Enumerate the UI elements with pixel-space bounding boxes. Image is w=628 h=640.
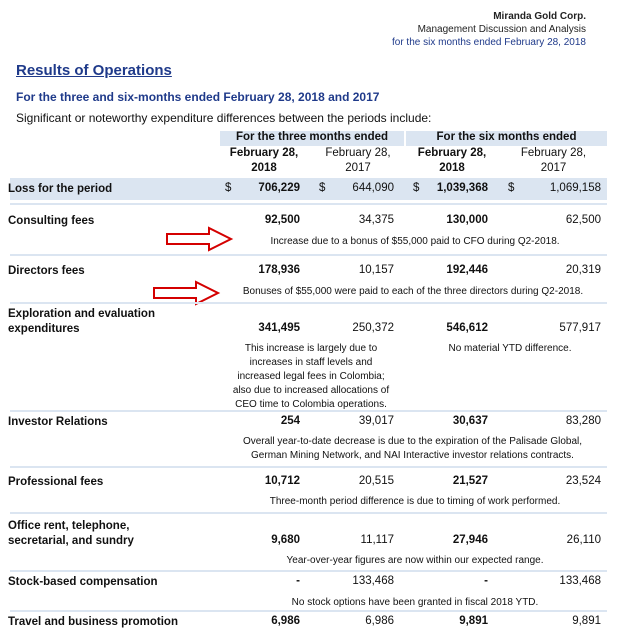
professional-q2018: 10,712 bbox=[264, 475, 300, 487]
col-q2018-header: February 28, 2018 bbox=[229, 147, 299, 174]
travel-y2018: 9,891 bbox=[459, 615, 488, 627]
stock-y2018: - bbox=[484, 575, 488, 587]
divider bbox=[10, 466, 607, 468]
exploration-note-ytd: No material YTD difference. bbox=[448, 343, 572, 354]
document-header bbox=[392, 10, 586, 49]
travel-q2018: 6,986 bbox=[271, 615, 300, 627]
travel-label: Travel and business promotion bbox=[8, 616, 178, 628]
consulting-label: Consulting fees bbox=[8, 215, 95, 227]
stock-y2017: 133,468 bbox=[559, 575, 601, 587]
directors-y2018: 192,446 bbox=[446, 264, 488, 276]
consulting-y2018: 130,000 bbox=[446, 214, 488, 226]
stock-label: Stock-based compensation bbox=[8, 576, 158, 588]
travel-y2017: 9,891 bbox=[572, 615, 601, 627]
consulting-y2017: 62,500 bbox=[565, 214, 601, 226]
col-y2017-header: February 28, 2017 bbox=[520, 147, 587, 174]
directors-y2017: 20,319 bbox=[565, 264, 601, 276]
exploration-y2018: 546,612 bbox=[446, 322, 488, 334]
loss-q2017: 644,090 bbox=[352, 182, 394, 194]
consulting-q2018: 92,500 bbox=[264, 214, 300, 226]
divider bbox=[10, 570, 607, 572]
stock-q2018: - bbox=[296, 575, 300, 587]
investor-y2018: 30,637 bbox=[452, 415, 488, 427]
divider bbox=[10, 410, 607, 412]
stock-q2017: 133,468 bbox=[352, 575, 394, 587]
divider bbox=[10, 512, 607, 514]
office-y2017: 26,110 bbox=[566, 534, 601, 546]
document-period: for the six months ended February 28, 2018 bbox=[391, 37, 586, 48]
six-months-header: For the six months ended bbox=[406, 131, 607, 146]
col-y2018-header: February 28, 2018 bbox=[417, 147, 487, 174]
professional-note: Three-month period difference is due to timing of work performed. bbox=[269, 496, 561, 507]
investor-q2018: 254 bbox=[280, 415, 300, 427]
red-arrow-icon bbox=[165, 226, 235, 252]
divider bbox=[10, 203, 607, 205]
professional-y2018: 21,527 bbox=[452, 475, 488, 487]
office-y2018: 27,946 bbox=[452, 534, 488, 546]
currency-symbol: $ bbox=[319, 182, 326, 194]
intro-text: Significant or noteworthy expenditure differences between the periods include: bbox=[16, 111, 432, 125]
office-q2017: 11,117 bbox=[360, 534, 394, 546]
col-q2017-header: February 28, 2017 bbox=[325, 147, 391, 174]
divider bbox=[10, 254, 607, 256]
directors-label: Directors fees bbox=[8, 265, 85, 277]
currency-symbol: $ bbox=[508, 182, 515, 194]
exploration-note-quarter: This increase is largely due to increases in staff levels and increased legal fees in Colombia; also due to increased allocations of CEO time to Colombia operations. bbox=[232, 343, 390, 410]
loss-label: Loss for the period bbox=[8, 183, 113, 195]
office-label: Office rent, telephone, secretarial, and sundry bbox=[8, 520, 134, 547]
exploration-y2017: 577,917 bbox=[559, 322, 601, 334]
loss-q2018: 706,229 bbox=[258, 182, 300, 194]
exploration-q2018: 341,495 bbox=[258, 322, 300, 334]
investor-note: Overall year-to-date decrease is due to the expiration of the Palisade Global, German Mining Network, and NAI Interactive investor relations contracts. bbox=[242, 436, 583, 461]
professional-label: Professional fees bbox=[8, 476, 104, 488]
investor-q2017: 39,017 bbox=[358, 415, 394, 427]
directors-q2017: 10,157 bbox=[358, 264, 394, 276]
exploration-q2017: 250,372 bbox=[352, 322, 394, 334]
professional-y2017: 23,524 bbox=[565, 475, 601, 487]
directors-note: Bonuses of $55,000 were paid to each of the three directors during Q2-2018. bbox=[242, 286, 584, 297]
three-months-header: For the three months ended bbox=[220, 131, 404, 146]
stock-note: No stock options have been granted in fiscal 2018 YTD. bbox=[291, 597, 539, 608]
divider bbox=[10, 302, 607, 304]
divider bbox=[10, 610, 607, 612]
loss-y2017: 1,069,158 bbox=[549, 182, 601, 194]
currency-symbol: $ bbox=[225, 182, 232, 194]
office-note: Year-over-year figures are now within our expected range. bbox=[286, 555, 544, 566]
company-name: Miranda Gold Corp. bbox=[493, 11, 586, 22]
directors-q2018: 178,936 bbox=[258, 264, 300, 276]
document-type: Management Discussion and Analysis bbox=[417, 24, 586, 35]
consulting-note: Increase due to a bonus of $55,000 paid to CFO during Q2-2018. bbox=[270, 236, 560, 247]
section-subtitle: For the three and six-months ended February 28, 2018 and 2017 bbox=[16, 90, 380, 104]
currency-symbol: $ bbox=[413, 182, 420, 194]
investor-y2017: 83,280 bbox=[565, 415, 601, 427]
travel-q2017: 6,986 bbox=[365, 615, 394, 627]
professional-q2017: 20,515 bbox=[358, 475, 394, 487]
section-title: Results of Operations bbox=[16, 62, 172, 79]
loss-y2018: 1,039,368 bbox=[436, 182, 488, 194]
office-q2018: 9,680 bbox=[271, 534, 300, 546]
consulting-q2017: 34,375 bbox=[358, 214, 394, 226]
exploration-label: Exploration and evaluation expenditures bbox=[8, 308, 155, 335]
investor-label: Investor Relations bbox=[8, 416, 108, 428]
